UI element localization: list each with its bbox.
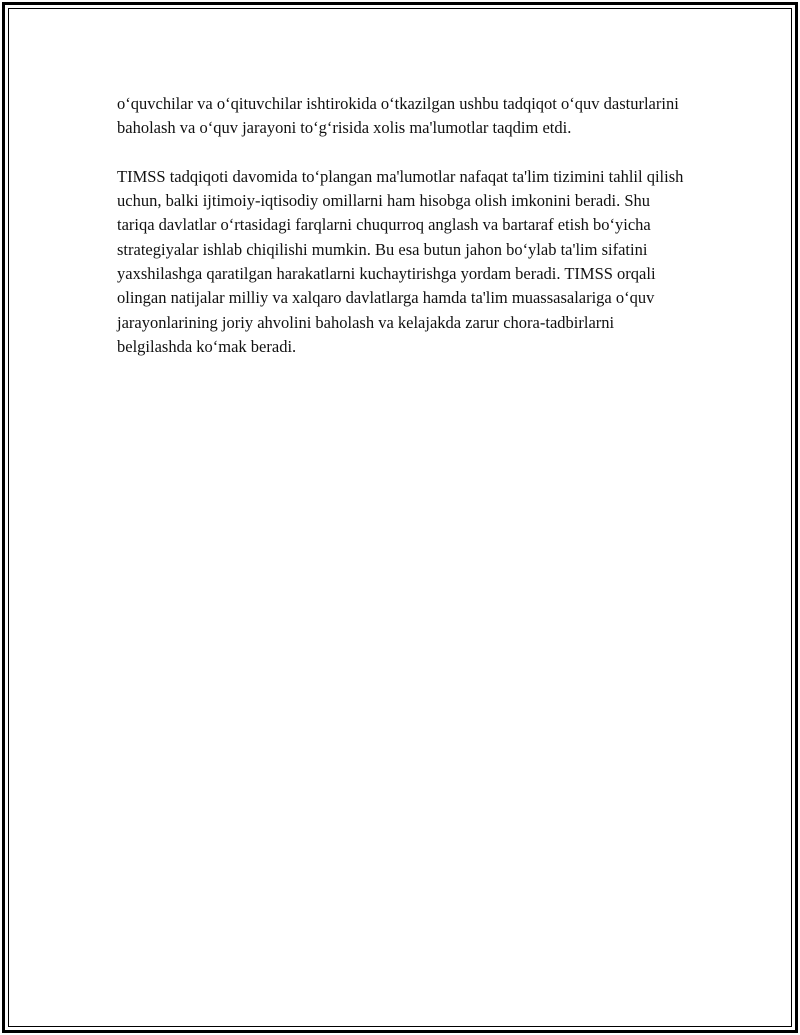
paragraph-1: oʻquvchilar va oʻqituvchilar ishtirokida oʻtkazilgan ushbu tadqiqot oʻquv dasturlarini baholash va oʻquv jarayoni toʻgʻrisida xolis ma'lumotlar taqdim etdi. (117, 94, 679, 138)
document-body (117, 92, 689, 359)
paragraph-2: TIMSS tadqiqoti davomida toʻplangan ma'lumotlar nafaqat ta'lim tizimini tahlil qilish uchun, balki ijtimoiy-iqtisodiy omillarni ham hisobga olish imkonini beradi. Shu tariqa davlatlar oʻrtasidagi farqlarni chuqurroq anglash va bartaraf etish boʻyicha strategiyalar ishlab chiqilishi mumkin. Bu esa butun jahon boʻylab ta'lim sifatini yaxshilashga qaratilgan harakatlarni kuchaytirishga yordam beradi. TIMSS orqali olingan natijalar milliy va xalqaro davlatlarga hamda ta'lim muassasalariga oʻquv jarayonlarining joriy ahvolini baholash va kelajakda zarur chora-tadbirlarni belgilashda koʻmak beradi. (117, 166, 684, 356)
